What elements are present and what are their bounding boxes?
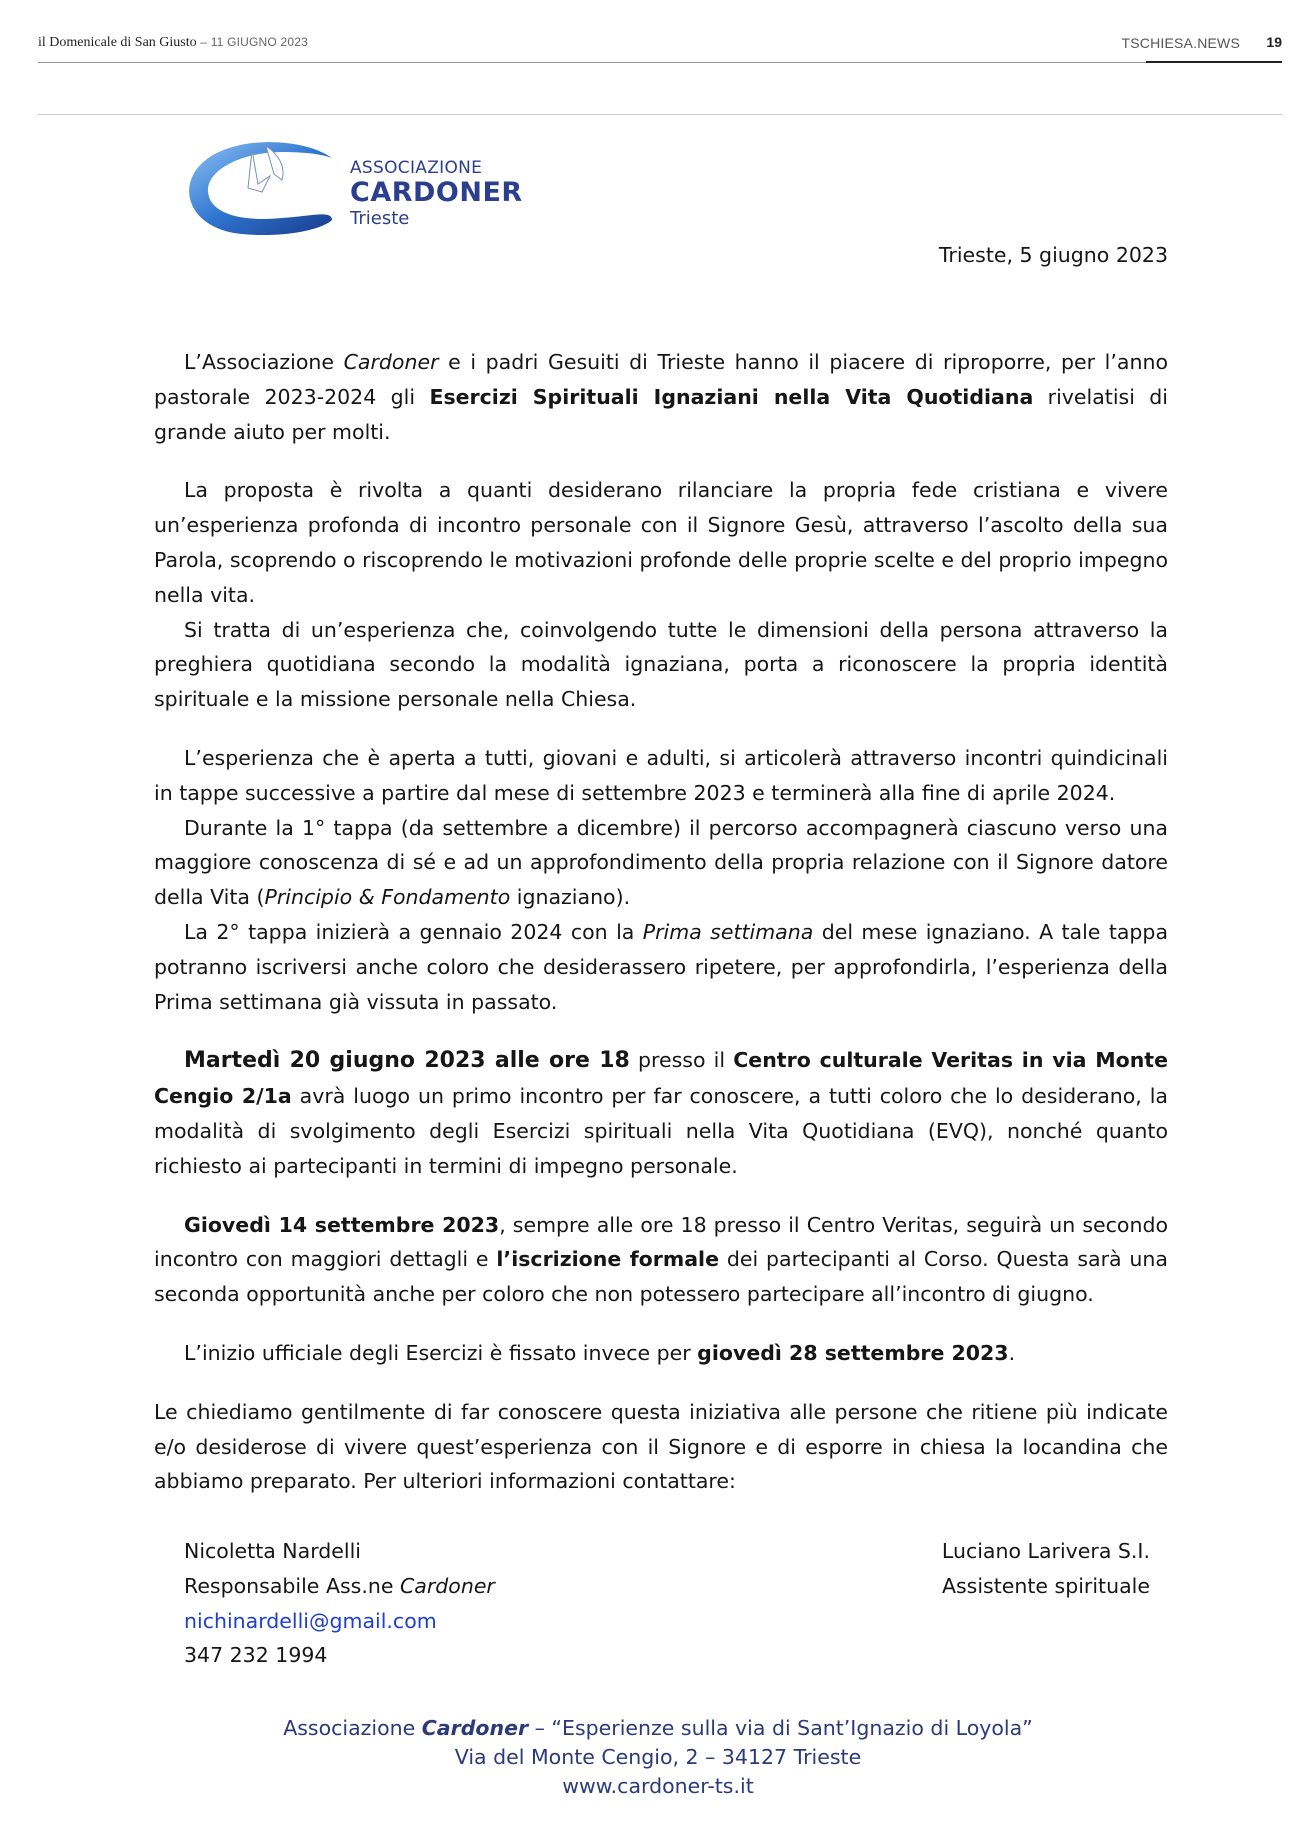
paragraph-4: L’esperienza che è aperta a tutti, giovani e adulti, si articolerà attraverso incontri quindicinali in tappe successive a partire dal mese di settembre 2023 e terminerà alla fine di aprile 2024.	[154, 745, 1168, 805]
letter-dateline: Trieste, 5 giugno 2023	[938, 243, 1168, 267]
paragraph-6: La 2° tappa inizierà a gennaio 2024 con la Prima settimana del mese ignaziano. A tale tappa potranno iscriversi anche coloro che desiderassero ripetere, per approfondirla, l’esperienza della Prima settimana già vissuta in passato.	[154, 919, 1169, 1014]
paragraph-7: Martedì 20 giugno 2023 alle ore 18 presso il Centro culturale Veritas in via Monte Cengio 2/1a avrà luogo un primo incontro per far conoscere, a tutti coloro che lo desiderano, la modalità di svolgimento degli Esercizi spirituali nella Vita Quotidiana (EVQ), nonché quanto richiesto ai partecipanti in termini di impegno personale.	[154, 1048, 1168, 1178]
signer-role-right: Assistente spirituale	[941, 1573, 1150, 1598]
paragraph-1: L’Associazione Cardoner e i padri Gesuiti di Trieste hanno il piacere di riproporre, per l’anno pastorale 2023-2024 gli Esercizi Spirituali Ignaziani nella Vita Quotidiana rivelatisi di grande aiuto per molti.	[154, 350, 1169, 444]
logo-text	[350, 158, 523, 230]
site-name: TSCHIESA.NEWS	[1121, 35, 1240, 51]
paragraph-8: Giovedì 14 settembre 2023, sempre alle ore 18 presso il Centro Veritas, seguirà un secondo incontro con maggiori dettagli e l’iscrizione formale dei partecipanti al Corso. Questa sarà una seconda opportunità anche per coloro che non potessero partecipare all’incontro di giugno.	[154, 1212, 1169, 1307]
paragraph-3: Si tratta di un’esperienza che, coinvolgendo tutte le dimensioni della persona attraverso la preghiera quotidiana secondo la modalità ignaziana, porta a riconoscere la propria identità spirituale e la missione personale nella Chiesa.	[154, 617, 1168, 712]
publication-name: il Domenicale di San Giusto	[38, 35, 197, 50]
signer-role-left: Responsabile Ass.ne Cardoner	[184, 1573, 495, 1598]
email-link[interactable]: nichinardelli@gmail.com	[184, 1608, 437, 1633]
logo-line-3: Trieste	[350, 208, 410, 229]
logo-line-1: ASSOCIAZIONE	[350, 158, 483, 178]
masthead-rule	[1146, 61, 1282, 63]
masthead	[38, 28, 1282, 63]
swirl-dove-icon	[182, 130, 352, 250]
cardoner-logo	[182, 130, 542, 250]
letter-footer	[0, 1714, 1316, 1801]
page-number: 19	[1266, 34, 1282, 50]
signature-right	[942, 1534, 1150, 1604]
phone-number: 347 232 1994	[184, 1643, 328, 1668]
paragraph-9: L’inizio ufficiale degli Esercizi è fissato invece per giovedì 28 settembre 2023.	[184, 1340, 1016, 1365]
signer-name-left: Nicoletta Nardelli	[184, 1539, 361, 1563]
masthead-left	[38, 34, 308, 51]
paragraph-2: La proposta è rivolta a quanti desiderano rilanciare la propria fede cristiana e vivere un’esperienza profonda di incontro personale con il Signore Gesù, attraverso l’ascolto della sua Parola, scoprendo o riscoprendo le motivazioni profonde delle proprie scelte e del proprio impegno nella vita.	[154, 478, 1168, 607]
logo-line-2: CARDONER	[350, 177, 523, 208]
footer-line-1: Associazione Cardoner – “Esperienze sulla via di Sant’Ignazio di Loyola”	[283, 1716, 1033, 1740]
issue-date: – 11 GIUGNO 2023	[200, 35, 308, 49]
paragraph-5: Durante la 1° tappa (da settembre a dicembre) il percorso accompagnerà ciascuno verso una maggiore conoscenza di sé e ad un approfondimento della propria relazione con il Signore datore della Vita (Principio & Fondamento ignaziano).	[154, 815, 1168, 910]
signature-left	[184, 1534, 495, 1673]
paragraph-10: Le chiediamo gentilmente di far conoscere questa iniziativa alle persone che ritiene più indicate e/o desiderose di vivere quest’esperienza con il Signore e di esporre in chiesa la locandina che abbiamo preparato. Per ulteriori informazioni contattare:	[154, 1399, 1168, 1494]
footer-website-link[interactable]: www.cardoner-ts.it	[562, 1774, 754, 1798]
letter-body	[154, 345, 1168, 1499]
footer-line-2: Via del Monte Cengio, 2 – 34127 Trieste	[454, 1745, 862, 1769]
header-divider	[38, 114, 1282, 115]
signer-name-right: Luciano Larivera S.I.	[941, 1539, 1150, 1563]
